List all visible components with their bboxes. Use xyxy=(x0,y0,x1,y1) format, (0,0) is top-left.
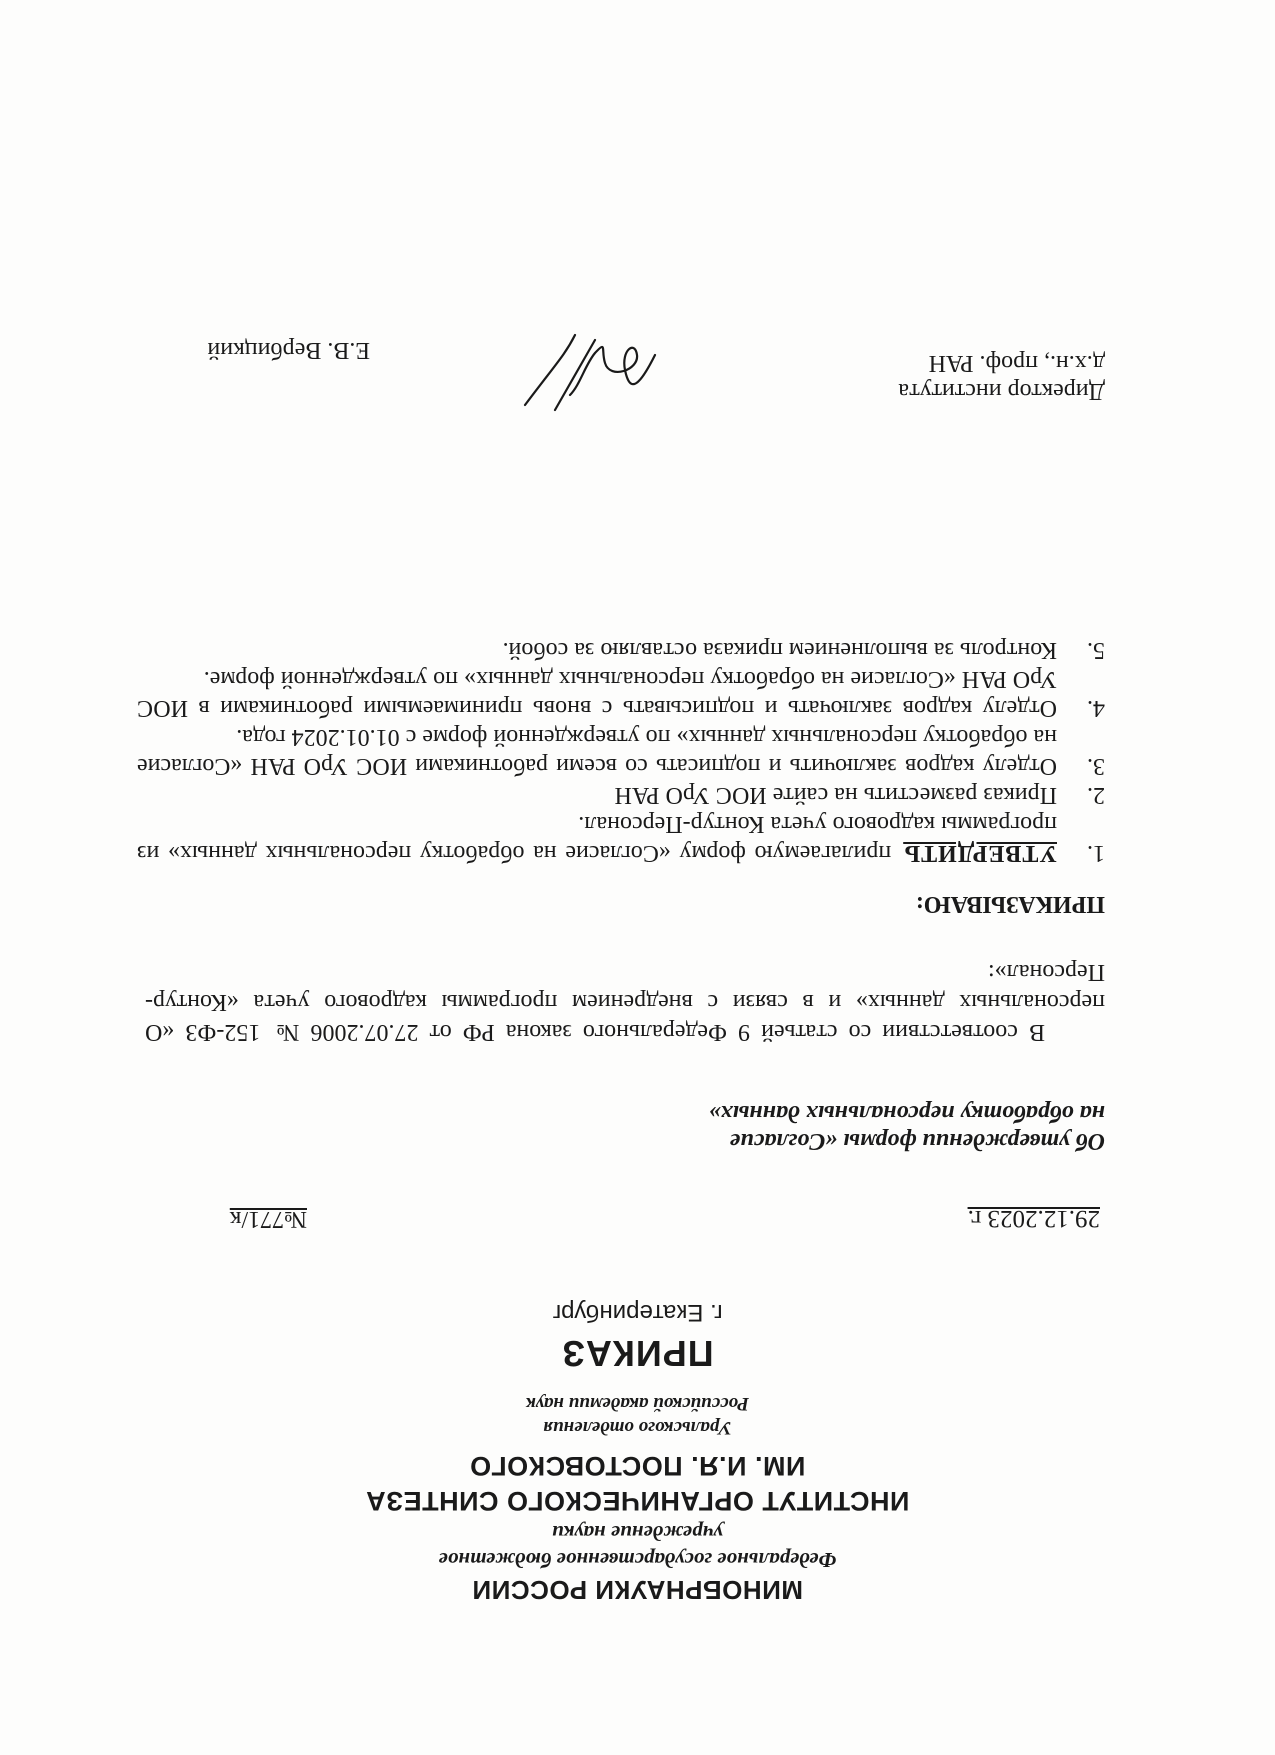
order-subject xyxy=(709,1099,1105,1155)
subject-line2: на обработку персональных данных» xyxy=(708,1100,1105,1126)
order-item xyxy=(137,664,1105,722)
order-item xyxy=(137,635,1105,664)
signer-title xyxy=(898,349,1105,405)
organization-type-line1: Федеральное государственное бюджетное xyxy=(438,1548,837,1572)
branch-line1: Уральского отделения xyxy=(543,1417,732,1438)
item-number: 5. xyxy=(1087,637,1105,663)
preamble-text: В соответствии со статьей 9 Федерального закона РФ от 27.07.2006 № 152-ФЗ «О персональных данных» и в связи с внедрением программы кадрового учета «Контур-Персонал»: xyxy=(145,959,1105,1045)
signer-title-line2: д.х.н., проф. РАН xyxy=(928,350,1105,376)
item-number: 2. xyxy=(1087,782,1105,808)
city: г. Екатеринбург xyxy=(552,1299,723,1326)
preamble xyxy=(145,957,1105,1047)
institute-name-line1: ИНСТИТУТ ОРГАНИЧЕСКОГО СИНТЕЗА xyxy=(365,1486,910,1516)
order-number: №771/к xyxy=(229,1206,307,1232)
document-header xyxy=(0,1298,1275,1605)
organization-type-line2: учреждение науки xyxy=(552,1521,723,1545)
item-number: 3. xyxy=(1087,753,1105,779)
item-text xyxy=(137,809,1057,867)
item-body: Контроль за выполнением приказа оставляю за собой. xyxy=(502,637,1057,663)
order-item xyxy=(137,809,1105,867)
signer-name: Е.В. Вербицкий xyxy=(207,337,370,363)
signer-title-line1: Директор института xyxy=(898,378,1105,404)
branch-line2: Российской академии наук xyxy=(526,1393,749,1414)
item-keyword: УТВЕРДИТЬ xyxy=(903,840,1057,866)
handwritten-signature xyxy=(515,315,665,425)
ministry-name: МИНОБРНАУКИ РОССИИ xyxy=(471,1575,804,1605)
item-body: Приказ разместить на сайте ИОС УрО РАН xyxy=(614,782,1057,808)
order-item xyxy=(137,780,1105,809)
subject-line1: Об утверждении формы «Согласие xyxy=(729,1128,1105,1154)
order-item xyxy=(137,722,1105,780)
item-number: 4. xyxy=(1087,695,1105,721)
order-date: 29.12.2023 г. xyxy=(967,1205,1100,1232)
item-body: Отделу кадров заключить и подписать со всеми работниками ИОС УрО РАН «Согласие на обработку персональных данных» по утвержденной форме с 01.01.2024 года. xyxy=(137,724,1057,779)
orders-label: ПРИКАЗЫВАЮ: xyxy=(915,891,1105,917)
order-title: ПРИКАЗ xyxy=(561,1333,714,1374)
item-number: 1. xyxy=(1087,840,1105,866)
item-body: Отделу кадров заключать и подписывать с вновь принимаемыми работниками в ИОС УрО РАН «Согласие на обработку персональных данных» по утвержденной форме. xyxy=(137,666,1057,721)
institute-name-line2: ИМ. И.Я. ПОСТОВСКОГО xyxy=(469,1451,806,1481)
item-body: прилагаемую форму «Согласие на обработку персональных данных» из программы кадрового учета Контур-Персонал. xyxy=(137,811,1057,866)
order-items xyxy=(137,635,1105,867)
